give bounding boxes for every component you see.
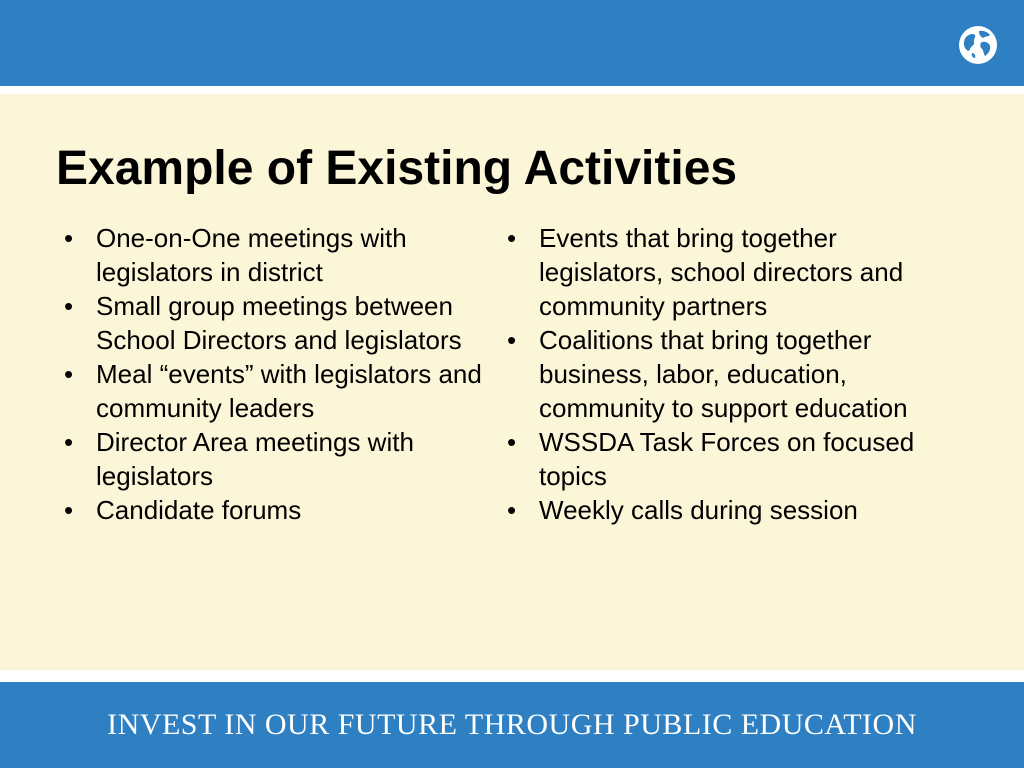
bullet-item [507,425,927,493]
bullet-icon: • [64,427,74,457]
footer-tagline: INVEST IN OUR FUTURE THROUGH PUBLIC EDUCATION [107,708,917,741]
globe-icon [958,25,998,65]
bullet-icon: • [64,223,74,253]
bullet-text: One-on-One meetings with legislators in district [96,223,407,287]
bullet-text: Candidate forums [96,495,302,525]
bullet-text: Coalitions that bring together business, labor, education, community to support education [539,325,908,423]
left-bullet-list [64,221,494,527]
bullet-item [64,425,494,493]
bullet-item [507,221,927,323]
bullet-text: Meal “events” with legislators and community leaders [96,359,482,423]
right-bullet-list [507,221,927,527]
bullet-item [64,357,494,425]
bullet-icon: • [64,359,74,389]
bullet-item [507,323,927,425]
slide-content [0,94,1024,670]
bullet-text: Weekly calls during session [539,495,858,525]
bullet-icon: • [507,427,517,457]
bullet-text: Events that bring together legislators, school directors and community partners [539,223,904,321]
bullet-icon: • [507,325,517,355]
bullet-text: Director Area meetings with legislators [96,427,414,491]
slide-title: Example of Existing Activities [56,142,738,195]
bullet-text: WSSDA Task Forces on focused topics [539,427,915,491]
bullet-icon: • [507,495,517,525]
bullet-item [64,221,494,289]
bullet-icon: • [64,495,74,525]
bullet-item [507,493,927,527]
header-bar [0,0,1024,86]
bullet-item [64,493,494,527]
bullet-item [64,289,494,357]
bullet-text: Small group meetings between School Directors and legislators [96,291,462,355]
bullet-icon: • [64,291,74,321]
footer-bar [0,682,1024,768]
bullet-icon: • [507,223,517,253]
